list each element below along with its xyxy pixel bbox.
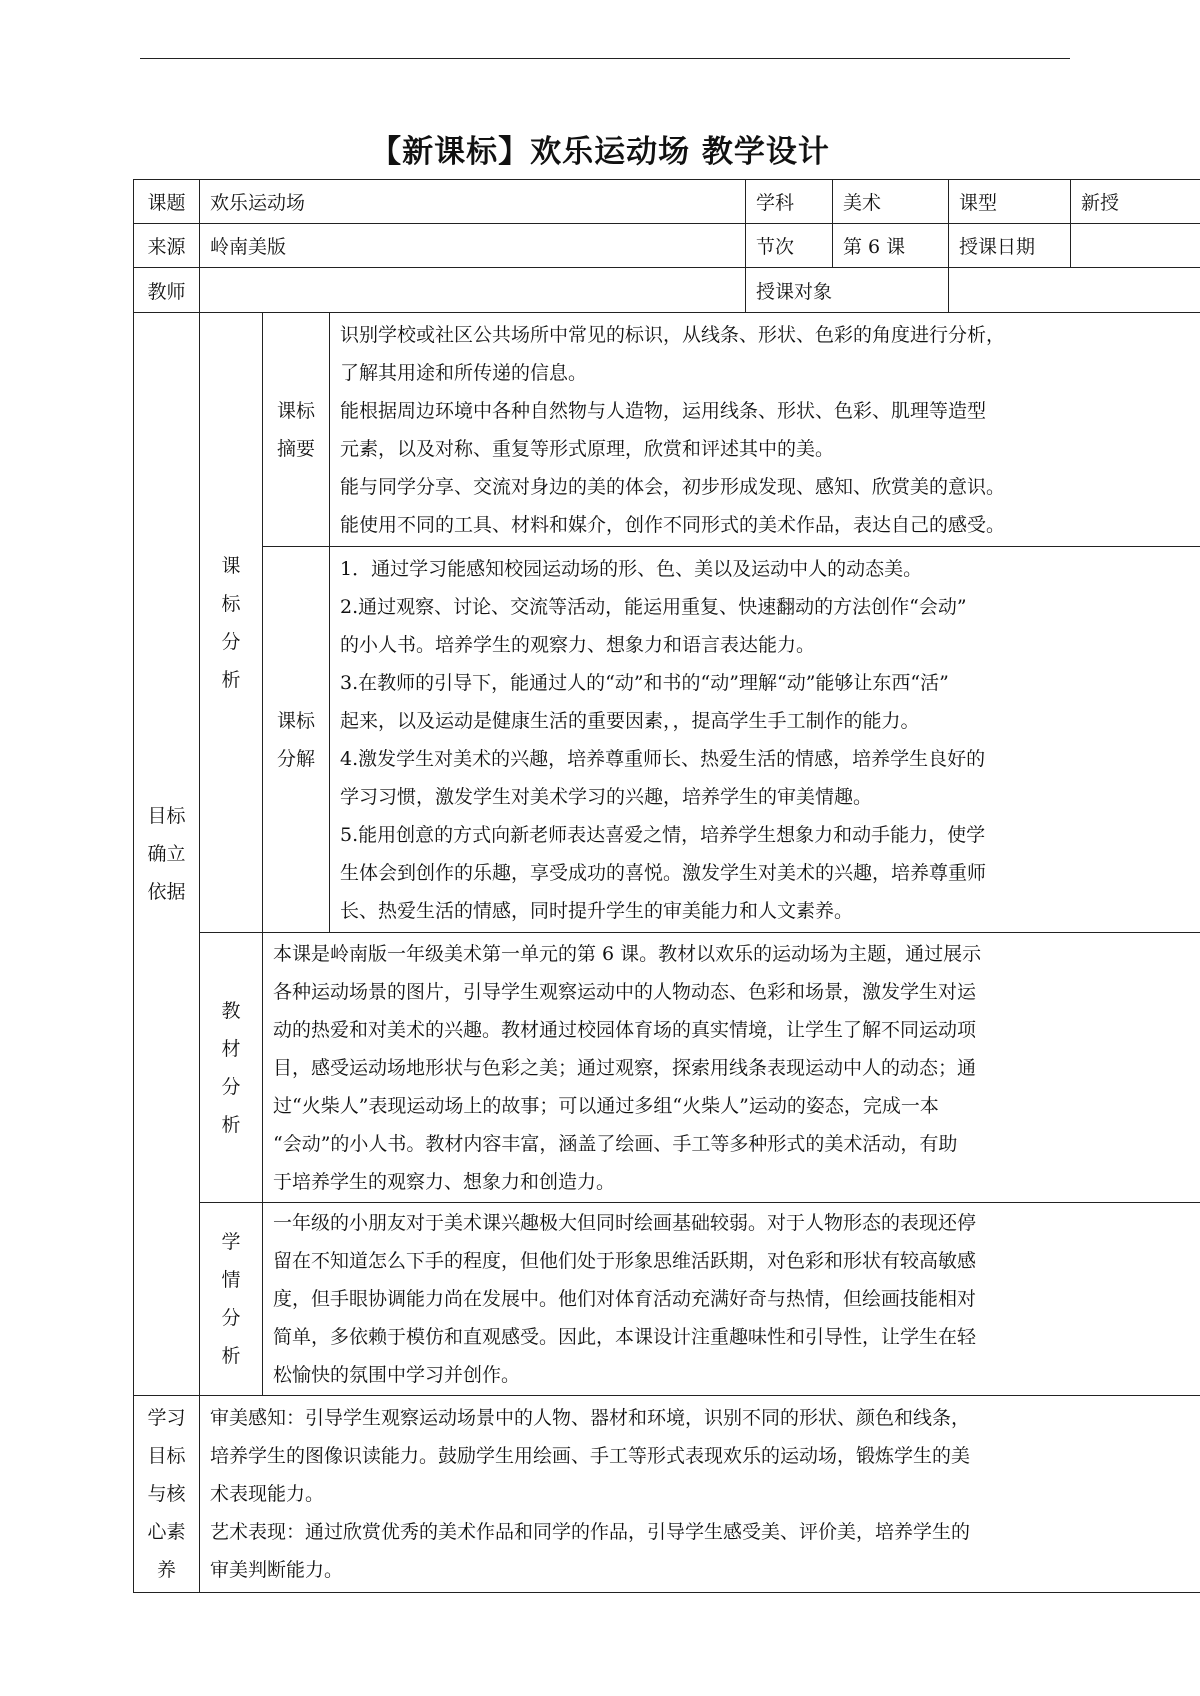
student-analysis-label: 学 情 分 析 — [200, 1203, 263, 1396]
text-line: 审美判断能力。 — [210, 1559, 344, 1581]
text-line: 生体会到创作的乐趣，享受成功的喜悦。激发学生对美术的兴趣，培养尊重师 — [340, 861, 987, 884]
text-line: 1．通过学习能感知校园运动场的形、色、美以及运动中人的动态美。 — [340, 557, 923, 580]
header-rule — [140, 58, 1070, 59]
audience-label: 授课对象 — [746, 268, 949, 313]
text-line: 审美感知：引导学生观察运动场景中的人物、器材和环境，识别不同的形状、颜色和线条， — [210, 1407, 971, 1429]
row-textbook-analysis — [134, 933, 1200, 1203]
audience-value — [949, 268, 1200, 313]
row-standard-breakdown — [134, 547, 1200, 933]
text-line: 松愉快的氛围中学习并创作。 — [273, 1364, 521, 1386]
teacher-value — [200, 268, 746, 313]
text-line: 培养学生的图像识读能力。鼓励学生用绘画、手工等形式表现欢乐的运动场，锻炼学生的美 — [210, 1445, 971, 1467]
text-line: 能与同学分享、交流对身边的美的体会，初步形成发现、感知、欣赏美的意识。 — [340, 475, 1006, 498]
lesson-type-label: 课型 — [949, 180, 1071, 224]
lesson-plan-table — [133, 179, 1200, 1593]
textbook-analysis-text — [263, 933, 1200, 1203]
learning-goals-text — [200, 1396, 1200, 1593]
standard-breakdown-text — [330, 547, 1200, 933]
text-line: 术表现能力。 — [210, 1483, 325, 1505]
text-line: 能使用不同的工具、材料和媒介，创作不同形式的美术作品，表达自己的感受。 — [340, 513, 1006, 536]
row-topic — [134, 180, 1200, 224]
topic-label: 课题 — [134, 180, 200, 224]
text-line: 动的热爱和对美术的兴趣。教材通过校园体育场的真实情境，让学生了解不同运动项 — [273, 1018, 977, 1041]
text-line: “会动”的小人书。教材内容丰富，涵盖了绘画、手工等多种形式的美术活动，有助 — [273, 1132, 958, 1155]
document-title: 【新课标】欢乐运动场 教学设计 — [370, 134, 830, 170]
subject-value: 美术 — [833, 180, 949, 224]
text-line: 过“火柴人”表现运动场上的故事；可以通过多组“火柴人”运动的姿态，完成一本 — [273, 1094, 939, 1117]
text-line: 一年级的小朋友对于美术课兴趣极大但同时绘画基础较弱。对于人物形态的表现还停 — [273, 1212, 977, 1234]
text-line: 留在不知道怎么下手的程度，但他们处于形象思维活跃期，对色彩和形状有较高敏感 — [273, 1250, 977, 1272]
source-value: 岭南美版 — [200, 224, 746, 268]
text-line: 艺术表现：通过欣赏优秀的美术作品和同学的作品，引导学生感受美、评价美，培养学生的 — [210, 1521, 971, 1543]
text-line: 4.激发学生对美术的兴趣，培养尊重师长、热爱生活的情感，培养学生良好的 — [340, 747, 986, 770]
subject-label: 学科 — [746, 180, 833, 224]
text-line: 5.能用创意的方式向新老师表达喜爱之情，培养学生想象力和动手能力，使学 — [340, 823, 986, 846]
text-line: 识别学校或社区公共场所中常见的标识，从线条、形状、色彩的角度进行分析， — [340, 323, 1006, 346]
text-line: 了解其用途和所传递的信息。 — [340, 361, 588, 384]
standard-summary-label: 课标 摘要 — [263, 313, 330, 547]
text-line: 3.在教师的引导下，能通过人的“动”和书的“动”理解“动”能够让东西“活” — [340, 671, 949, 694]
text-line: 学习习惯，激发学生对美术学习的兴趣，培养学生的审美情趣。 — [340, 785, 873, 808]
text-line: 长、热爱生活的情感，同时提升学生的审美能力和人文素养。 — [340, 899, 854, 922]
text-line: 元素，以及对称、重复等形式原理，欣赏和评述其中的美。 — [340, 437, 835, 460]
text-line: 本课是岭南版一年级美术第一单元的第 6 课。教材以欢乐的运动场为主题，通过展示 — [273, 942, 982, 965]
period-value: 第 6 课 — [833, 224, 949, 268]
lesson-type-value: 新授 — [1071, 180, 1200, 224]
standard-breakdown-label: 课标 分解 — [263, 547, 330, 933]
text-line: 各种运动场景的图片，引导学生观察运动中的人物动态、色彩和场景，激发学生对运 — [273, 980, 977, 1003]
teacher-label: 教师 — [134, 268, 200, 313]
text-line: 目，感受运动场地形状与色彩之美；通过观察，探索用线条表现运动中人的动态；通 — [273, 1056, 977, 1079]
text-line: 度，但手眼协调能力尚在发展中。他们对体育活动充满好奇与热情，但绘画技能相对 — [273, 1288, 977, 1310]
goal-basis-label: 目标 确立 依据 — [134, 313, 200, 1396]
period-label: 节次 — [746, 224, 833, 268]
date-value — [1071, 224, 1200, 268]
text-line: 简单，多依赖于模仿和直观感受。因此，本课设计注重趣味性和引导性，让学生在轻 — [273, 1326, 977, 1348]
row-teacher — [134, 268, 1200, 313]
source-label: 来源 — [134, 224, 200, 268]
topic-value: 欢乐运动场 — [200, 180, 746, 224]
row-learning-goals — [134, 1396, 1200, 1593]
row-student-analysis — [134, 1203, 1200, 1396]
standard-analysis-label: 课 标 分 析 — [200, 313, 263, 933]
standard-summary-text — [330, 313, 1200, 547]
row-source — [134, 224, 1200, 268]
text-line: 起来，以及运动是健康生活的重要因素，，提高学生手工制作的能力。 — [340, 709, 920, 732]
text-line: 于培养学生的观察力、想象力和创造力。 — [273, 1170, 616, 1193]
textbook-analysis-label: 教 材 分 析 — [200, 933, 263, 1203]
learning-goals-label: 学习 目标 与核 心素 养 — [134, 1396, 200, 1593]
text-line: 2.通过观察、讨论、交流等活动，能运用重复、快速翻动的方法创作“会动” — [340, 595, 967, 618]
text-line: 能根据周边环境中各种自然物与人造物，运用线条、形状、色彩、肌理等造型 — [340, 399, 987, 422]
text-line: 的小人书。培养学生的观察力、想象力和语言表达能力。 — [340, 633, 816, 656]
date-label: 授课日期 — [949, 224, 1071, 268]
row-standard-summary — [134, 313, 1200, 547]
student-analysis-text — [263, 1203, 1200, 1396]
